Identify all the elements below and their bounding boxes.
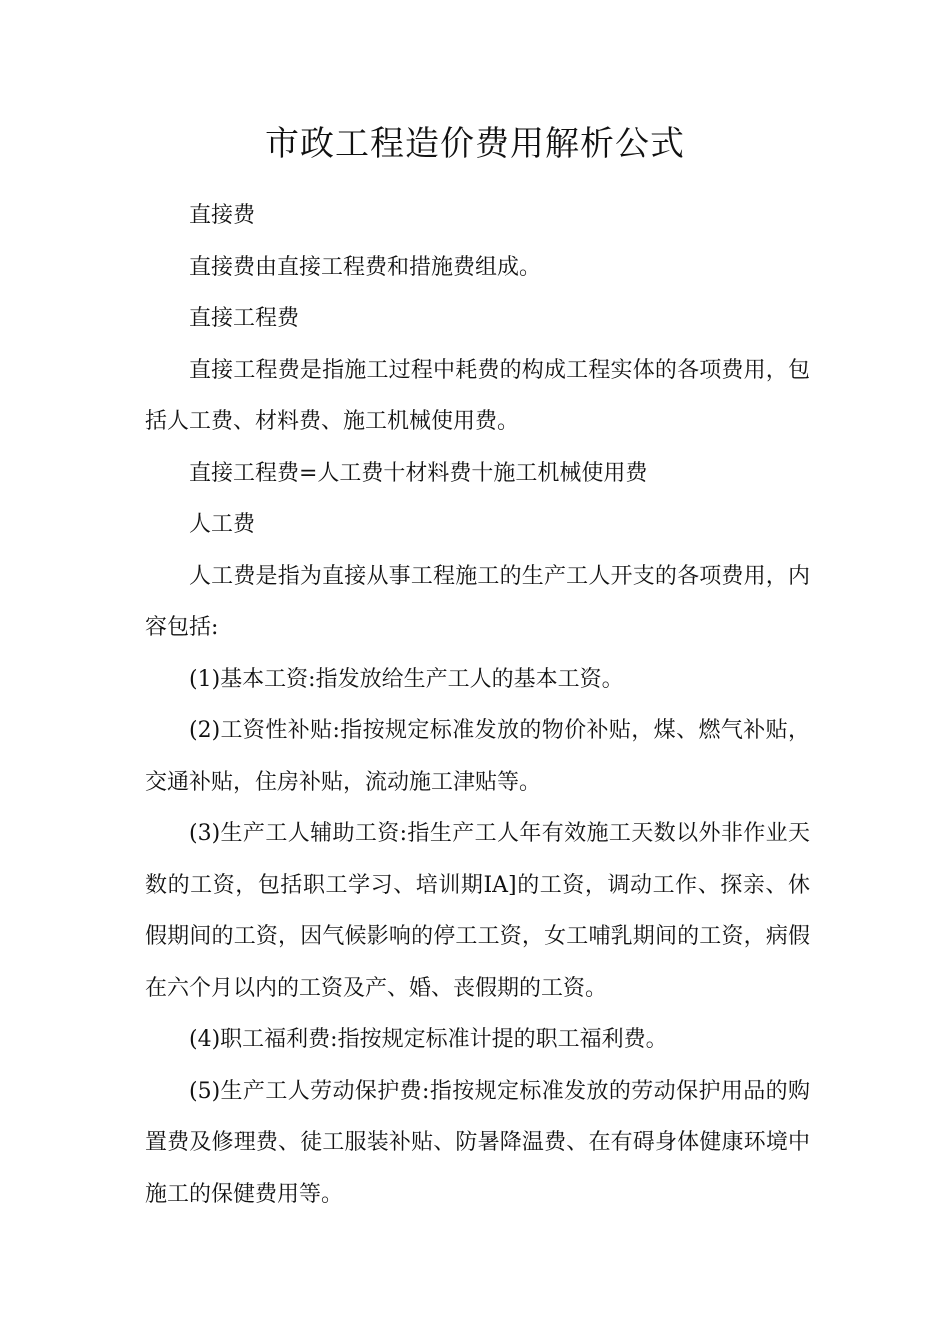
- paragraph-item-wage-subsidy: (2)工资性补贴:指按规定标准发放的物价补贴，煤、燃气补贴，交通补贴，住房补贴，流动施工津贴等。: [145, 718, 810, 795]
- document-body: [145, 190, 810, 1220]
- paragraph-item-welfare: (4)职工福利费:指按规定标准计提的职工福利费。: [189, 1027, 668, 1052]
- paragraph-labor-cost-definition: 人工费是指为直接从事工程施工的生产工人开支的各项费用，内容包括:: [145, 563, 810, 640]
- document-title: 市政工程造价费用解析公式: [265, 124, 685, 164]
- paragraph-item-basic-wage: (1)基本工资:指发放给生产工人的基本工资。: [189, 666, 624, 692]
- paragraph-direct-cost-composition: 直接费由直接工程费和措施费组成。: [189, 254, 542, 280]
- paragraph-direct-engineering-cost-heading: 直接工程费: [189, 306, 300, 331]
- paragraph-item-auxiliary-wage: (3)生产工人辅助工资:指生产工人年有效施工天数以外非作业天数的工资，包括职工学习、培训期IA]的工资，调动工作、探亲、休假期间的工资，因气候影响的停工工资，女工哺乳期间的工资，病假在六个月以内的工资及产、婚、丧假期的工资。: [145, 821, 810, 1001]
- paragraph-item-labor-protection: (5)生产工人劳动保护费:指按规定标准发放的劳动保护用品的购置费及修理费、徒工服装补贴、防暑降温费、在有碍身体健康环境中施工的保健费用等。: [145, 1078, 810, 1207]
- paragraph-direct-cost-heading: 直接费: [189, 203, 256, 228]
- paragraph-direct-engineering-cost-definition: 直接工程费是指施工过程中耗费的构成工程实体的各项费用，包括人工费、材料费、施工机械使用费。: [145, 357, 810, 434]
- paragraph-labor-cost-heading: 人工费: [189, 512, 256, 537]
- paragraph-direct-engineering-cost-formula: 直接工程费=人工费十材料费十施工机械使用费: [189, 460, 648, 486]
